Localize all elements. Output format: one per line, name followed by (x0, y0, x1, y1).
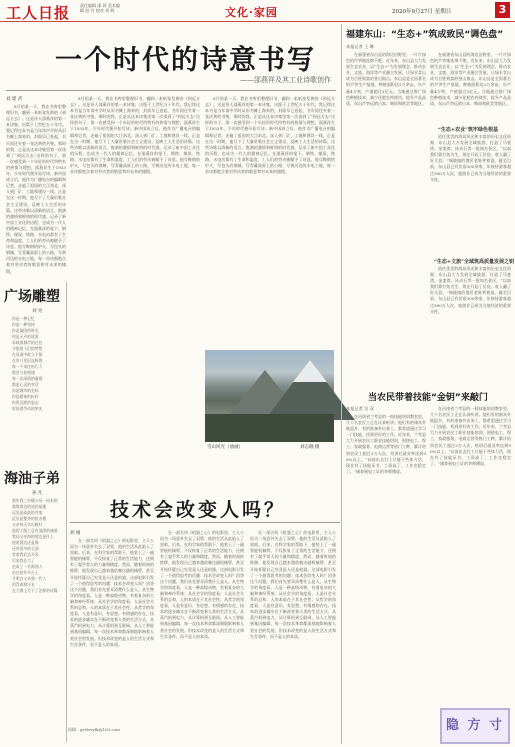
poem-line: 每一个来往的行人 (12, 364, 43, 369)
bottom-headline-divider (70, 522, 340, 523)
poem-line: 等着我们去开采 (12, 552, 39, 557)
right-article-2-byline: 本报记者 吴 双 (346, 406, 374, 411)
poem-line: 每一次深情的凝望 (12, 376, 43, 381)
right-article-1-byline: 本报记者 王 琳 (346, 44, 374, 49)
lead-article-col-2 (70, 96, 200, 334)
right-article-1-subhead-2: “生态+文旅”全域筑高质量发展之钥 (434, 259, 514, 265)
right-article-2-body-cont: 在河南省兰考县的一间技能培训教室里，几十名农民工正在认真听讲。他们有的刚从外地返乡，有的准备外出务工，都希望通过学习一门技能，找到更好的工作。近年来，兰考县大力开展农民工职业技能培训，围绕电工、焊工、家政服务、电商运营等热门工种，累计培训农民工超过3万人次，培训后就业率达到90%以上。“以前出去打工只能干些体力活，现在有了技能证书，工资高了，工作也稳定了。”刚拿到电工证的李师傅说。 (430, 406, 511, 466)
poem-lines (4, 498, 64, 594)
right-article-2-col-1 (346, 414, 426, 744)
right-article-2-headline: 当农民带着技能“金钥”来敲门 (368, 393, 488, 403)
poem-line: 你用沉默的姿态 (12, 400, 39, 405)
poem-line: 还有更多的石油 (12, 546, 39, 551)
poem-guangchang (4, 286, 64, 412)
editor-credits: 责任编辑 邵 玥 美术编辑 赵 丹 校对 刘 辉 (80, 3, 120, 13)
lead-article-body-cont: 8月的某一天，我在书库里整理旧书，翻到一本纸张发黄的《到远方去》。这是诗人邵燕祥的第一本诗集，出版于上世纪五十年代。我记得这本书是当年读中学时从旧书摊上淘来的，封面早已卷起，书页间还夹着一张泛黄的书签。那时的我，正是从这本诗集里第一次读到了“到远方去”这样的句子，第一次感受到一个年轻的时代所特有的热情与理想。邵燕祥生于1933年，少年时代便开始写诗。新中国成立后，他作为广播电台的编辑和记者，走遍了祖国的大江南北，深入到厂矿、工地和建设一线。正是在这一时期，他写下了大量讴歌社会主义建设、反映工人生活的诗篇。这些诗歌以清新的语言、饱满的激情和鲜明的时代感，记录了新中国工业化的历程，也成为一代人的精神记忆。在邵燕祥的笔下，钢铁、煤炭、铁路、水电站都有了生命和温度，工人们的劳动被赋予了诗意。他写鞍钢的炉火，写包头的钢城，写青藏高原上的公路，写黄河边的水电工地，每一首诗都饱含着对劳动者的敬意和对未来的憧憬。 (70, 96, 200, 175)
right-article-1-body-2: 依托优美的海岛风光和丰富的历史文化资源，东山县大力发展全域旅游，打造了马銮湾、金銮湾、风动石等一批知名景区。“以前我们靠打鱼为生，现在开起了民宿，收入翻了好几倍。”铜陵镇的渔民老陈笑着说。截至目前，东山县已有民宿300余家，年接待游客超过500万人次，旅游业已成为当地经济的重要支柱。 (430, 134, 511, 182)
right-article-2-col-2 (430, 406, 511, 704)
poem-line: 用青春和汗水 (12, 582, 35, 587)
column-stamp-logo: 隐 方 寸 (440, 708, 510, 744)
poem-line: 你是凝固的时光 (12, 328, 39, 333)
lead-article-col-1 (6, 104, 66, 274)
poem-line: 你是精神的标杆 (12, 394, 39, 399)
right-article-1-body: 在福建省东山县的海边田野里，一片片绿色的芦笋地连绵不绝。近年来，东山县大力发展生态农业，以“生态+”为发展理念，推动农业、文旅、海洋等产业融合发展，让绿水青山成为百姓致富的金山银山。东山县是全国著名的芦笋生产基地，种植面积达2万余亩，年产量4万吨，产值超过3亿元。当地通过推广绿色种植技术，减少化肥农药使用，提升产品品质，东山芦笋远销日本、韩国和欧美等地区。 (346, 52, 426, 106)
poem-title: 海油子弟 (4, 471, 60, 487)
lead-article-col-3 (205, 96, 335, 346)
right-article-1-col-1 (346, 52, 426, 382)
poem-line: 后来我长大了 (12, 558, 35, 563)
poem-line: 你是一种记忆 (12, 316, 35, 321)
poem-line: 承载着城市的过往 (12, 340, 43, 345)
right-article-1-headline: 福建东山：“生态+”筑成致民“调色盘” (346, 30, 504, 40)
bottom-article-col-1 (70, 538, 154, 718)
issue-date: 2020年9月27日 星期日 (392, 9, 452, 15)
poem-author: 刘 亮 (32, 309, 43, 314)
column-divider (341, 24, 342, 744)
poem-line: 也成了一名海油人 (12, 564, 43, 569)
page-number-badge: 3 (495, 2, 510, 18)
headline-divider (6, 90, 336, 91)
poem-line: 你是一种坚持 (12, 322, 35, 327)
photo-caption: 雪山风光（油画） (207, 445, 243, 450)
bottom-article-col-3 (250, 530, 336, 725)
poem-line: 才明白父亲那一代人 (12, 576, 47, 581)
right-article-1-col-2b (430, 134, 511, 254)
right-article-1-body-3: 依托优美的海岛风光和丰富的历史文化资源，东山县大力发展全域旅游，打造了马銮湾、金銮湾、风动石等一批知名景区。“以前我们靠打鱼为生，现在开起了民宿，收入翻了好几倍。”铜陵镇的渔民老陈笑着说。截至目前，东山县已有民宿300余家，年接待游客超过500万人次，旅游业已成为当地经济的重要支柱。 (430, 266, 511, 314)
bottom-article-body-cont: 在一部名叫《机器之心》的电影里，主人公因为一场意外失去了双臂，他的生活从此陷入了黑暗。后来，在科学家的帮助下，他装上了一副智能机械臂，不仅恢复了正常的生活能力，还拥有了超乎常人的力量和精度。然而，随着时间的推移，他发现自己越来越依赖这副机械臂，甚至开始怀疑自己究竟是人还是机器。这部电影引发了一个值得思考的问题：技术会改变人吗？回答这个问题，我们首先要弄清楚什么是人。从生物学的角度看，人是一种高级动物，有着复杂的大脑和神经系统；从社会学的角度看，人是社会关系的总和，人的本质在于其社会性；从哲学的角度看，人是有意识、有思想、有情感的存在。技术的进步确实在不断改变着人类的生活方式，从蒸汽机到电力，从计算机到互联网，从人工智能到基因编辑，每一次技术革命都深刻地影响着人类社会的发展。但技术改变的是人的生活方式和生存条件，而不是人的本质。 (160, 530, 244, 639)
poem-column-divider (66, 282, 67, 742)
poem-line: 你是城市的坐标 (12, 388, 39, 393)
contribution-email: 投稿：grrbwyfk@163.com (68, 727, 120, 732)
landscape-painting-photo (205, 350, 334, 442)
newspaper-logo: 工人日报 (6, 4, 71, 22)
poem-line: 他的工服上总有油渍的味道 (12, 528, 58, 533)
poem-line: 你是无声的诉说 (12, 334, 39, 339)
poem-haiyou (4, 468, 64, 594)
right-article-1-col-2 (430, 52, 511, 122)
photo-credit: 刘志刚 摄 (300, 445, 320, 450)
poem-line: 他说那边还是海 (12, 540, 39, 545)
bottom-article-col-2 (160, 530, 244, 725)
lead-article-body-cont2: 8月的某一天，我在书库里整理旧书，翻到一本纸张发黄的《到远方去》。这是诗人邵燕祥的第一本诗集，出版于上世纪五十年代。我记得这本书是当年读中学时从旧书摊上淘来的，封面早已卷起，书页间还夹着一张泛黄的书签。那时的我，正是从这本诗集里第一次读到了“到远方去”这样的句子，第一次感受到一个年轻的时代所特有的热情与理想。邵燕祥生于1933年，少年时代便开始写诗。新中国成立后，他作为广播电台的编辑和记者，走遍了祖国的大江南北，深入到厂矿、工地和建设一线。正是在这一时期，他写下了大量讴歌社会主义建设、反映工人生活的诗篇。这些诗歌以清新的语言、饱满的激情和鲜明的时代感，记录了新中国工业化的历程，也成为一代人的精神记忆。在邵燕祥的笔下，钢铁、煤炭、铁路、水电站都有了生命和温度，工人们的劳动被赋予了诗意。他写鞍钢的炉火，写包头的钢城，写青藏高原上的公路，写黄河边的水电工地，每一首诗都饱含着对劳动者的敬意和对未来的憧憬。 (205, 96, 335, 175)
poem-line: 我问父亲海的那边是什么 (12, 534, 54, 539)
poem-line: 诉说着劳动的荣光 (12, 406, 43, 411)
poem-line: 那年我三岁随父母一同来到 (12, 498, 58, 503)
poem-line: 渤海湾边的油田基地 (12, 504, 47, 509)
bottom-article-body-cont2: 在一部名叫《机器之心》的电影里，主人公因为一场意外失去了双臂，他的生活从此陷入了黑暗。后来，在科学家的帮助下，他装上了一副智能机械臂，不仅恢复了正常的生活能力，还拥有了超乎常人的力量和精度。然而，随着时间的推移，他发现自己越来越依赖这副机械臂，甚至开始怀疑自己究竟是人还是机器。这部电影引发了一个值得思考的问题：技术会改变人吗？回答这个问题，我们首先要弄清楚什么是人。从生物学的角度看，人是一种高级动物，有着复杂的大脑和神经系统；从社会学的角度看，人是社会关系的总和，人的本质在于其社会性；从哲学的角度看，人是有意识、有思想、有情感的存在。技术的进步确实在不断改变着人类的生活方式，从蒸汽机到电力，从计算机到互联网，从人工智能到基因编辑，每一次技术革命都深刻地影响着人类社会的发展。但技术改变的是人的生活方式和生存条件，而不是人的本质。 (250, 530, 336, 639)
bottom-byline: 胡 刚 (70, 531, 81, 536)
bottom-article-body: 在一部名叫《机器之心》的电影里，主人公因为一场意外失去了双臂，他的生活从此陷入了黑暗。后来，在科学家的帮助下，他装上了一副智能机械臂，不仅恢复了正常的生活能力，还拥有了超乎常人的力量和精度。然而，随着时间的推移，他发现自己越来越依赖这副机械臂，甚至开始怀疑自己究竟是人还是机器。这部电影引发了一个值得思考的问题：技术会改变人吗？回答这个问题，我们首先要弄清楚什么是人。从生物学的角度看，人是一种高级动物，有着复杂的大脑和神经系统；从社会学的角度看，人是社会关系的总和，人的本质在于其社会性；从哲学的角度看，人是有意识、有思想、有情感的存在。技术的进步确实在不断改变着人类的生活方式，从蒸汽机到电力，从计算机到互联网，从人工智能到基因编辑，每一次技术革命都深刻地影响着人类社会的发展。但技术改变的是人的生活方式和生存条件，而不是人的本质。 (70, 538, 154, 647)
poem-line: 站在钻井平台上 (12, 570, 39, 575)
right-article-1-body-cont: 在福建省东山县的海边田野里，一片片绿色的芦笋地连绵不绝。近年来，东山县大力发展生态农业，以“生态+”为发展理念，推动农业、文旅、海洋等产业融合发展，让绿水青山成为百姓致富的金山银山。东山县是全国著名的芦笋生产基地，种植面积达2万余亩，年产量4万吨，产值超过3亿元。当地通过推广绿色种植技术，减少化肥农药使用，提升产品品质，东山芦笋远销日本、韩国和欧美等地区。 (430, 52, 511, 106)
poem-line: 在风雨中屹立不倒 (12, 352, 43, 357)
masthead (0, 0, 515, 22)
lead-subhead: ——邵燕祥及其工业诗歌创作 (240, 76, 331, 84)
lead-byline: 刘 建 武 (6, 97, 23, 102)
poem-line: 近处是整齐的宿舍楼 (12, 516, 47, 521)
poem-line: 远处是高高的井架 (12, 510, 43, 515)
poem-line: 父亲每天早出晚归 (12, 522, 43, 527)
right-article-1-col-2c (430, 266, 511, 382)
poem-line: 在岁月里沉淀辉煌 (12, 358, 43, 363)
lead-article-body: 8月的某一天，我在书库里整理旧书，翻到一本纸张发黄的《到远方去》。这是诗人邵燕祥的第一本诗集，出版于上世纪五十年代。我记得这本书是当年读中学时从旧书摊上淘来的，封面早已卷起，书页间还夹着一张泛黄的书签。那时的我，正是从这本诗集里第一次读到了“到远方去”这样的句子，第一次感受到一个年轻的时代所特有的热情与理想。邵燕祥生于1933年，少年时代便开始写诗。新中国成立后，他作为广播电台的编辑和记者，走遍了祖国的大江南北，深入到厂矿、工地和建设一线。正是在这一时期，他写下了大量讴歌社会主义建设、反映工人生活的诗篇。这些诗歌以清新的语言、饱满的激情和鲜明的时代感，记录了新中国工业化的历程，也成为一代人的精神记忆。在邵燕祥的笔下，钢铁、煤炭、铁路、水电站都有了生命和温度，工人们的劳动被赋予了诗意。他写鞍钢的炉火，写包头的钢城，写青藏高原上的公路，写黄河边的水电工地，每一首诗都饱含着对劳动者的敬意和对未来的憧憬。 (6, 104, 66, 274)
right-article-1-subhead-1: “生态+农业”筑牢绿色根基 (438, 127, 498, 133)
lead-headline: 一个时代的诗意书写 (55, 45, 316, 76)
poem-line: 都是心灵的对话 (12, 382, 39, 387)
poem-line: 守望着人们的梦想 (12, 346, 43, 351)
poem-line: 在大海上写下了怎样的诗篇 (12, 588, 58, 593)
poem-line: 都会与你相遇 (12, 370, 35, 375)
poem-title: 广场雕塑 (4, 289, 60, 305)
section-title: 文化·家园 (225, 6, 278, 19)
poem-author: 孙 凡 (32, 491, 43, 496)
right-article-2-body: 在河南省兰考县的一间技能培训教室里，几十名农民工正在认真听讲。他们有的刚从外地返乡，有的准备外出务工，都希望通过学习一门技能，找到更好的工作。近年来，兰考县大力开展农民工职业技能培训，围绕电工、焊工、家政服务、电商运营等热门工种，累计培训农民工超过3万人次，培训后就业率达到90%以上。“以前出去打工只能干些体力活，现在有了技能证书，工资高了，工作也稳定了。”刚拿到电工证的李师傅说。 (346, 414, 426, 474)
bottom-headline: 技术会改变人吗？ (110, 499, 287, 521)
poem-lines (4, 316, 64, 412)
